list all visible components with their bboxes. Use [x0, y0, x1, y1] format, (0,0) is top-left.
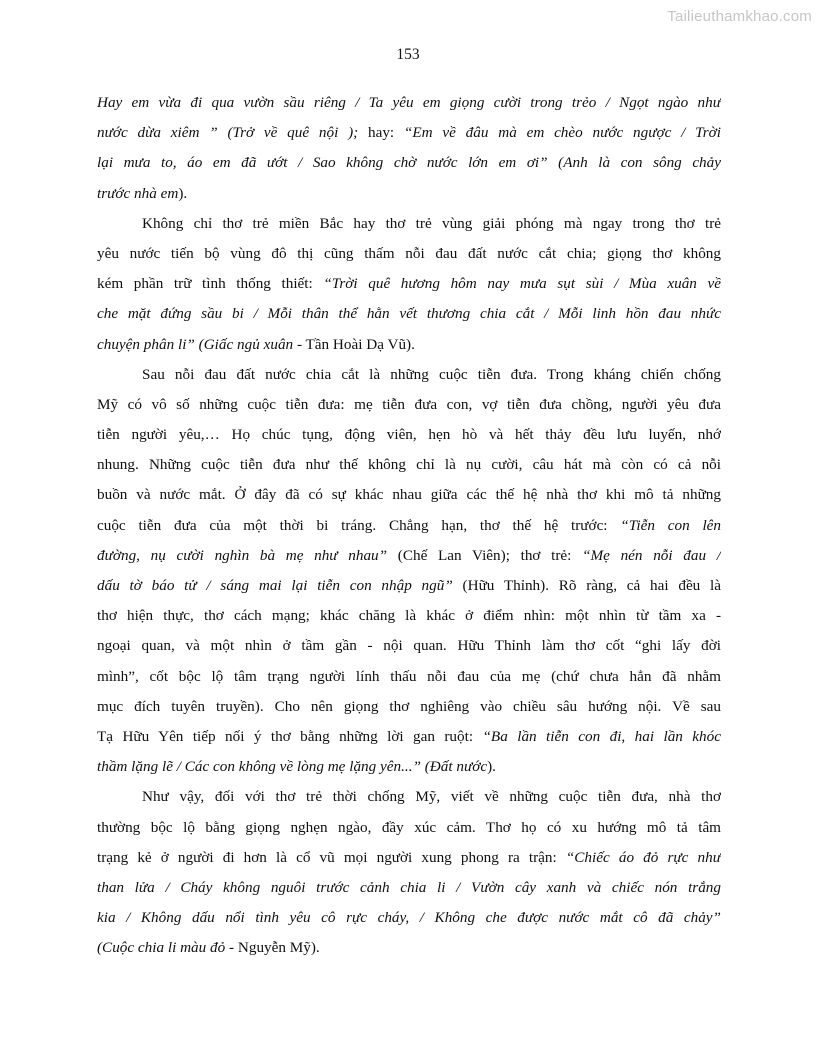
text-segment: thầm lặng lẽ / Các con không về lòng mẹ lặng yên...” (Đất nước: [97, 758, 488, 776]
text-segment: chuyện phân li” (Giấc ngủ xuân: [97, 335, 294, 353]
text-line: [97, 601, 721, 631]
text-segment: thơ hiện thực, thơ cách mạng; khác chăng là khác ở điểm nhìn: một nhìn từ tầm xa -: [97, 607, 721, 625]
text-segment: Mỹ có vô số những cuộc tiễn đưa: mẹ tiễn đưa con, vợ tiễn đưa chồng, người yêu đưa: [97, 395, 721, 413]
text-segment: - Tần Hoài Dạ Vũ).: [293, 335, 415, 353]
text-line: [97, 511, 721, 541]
text-line: [97, 571, 721, 601]
text-segment: kia / Không dấu nổi tình yêu cô rực cháy, / Không che được nước mắt cô đã chảy”: [97, 909, 721, 927]
text-segment: “Ba lần tiễn con đi, hai lần khóc: [482, 727, 721, 745]
text-line: [97, 662, 721, 692]
text-line: [97, 299, 721, 329]
text-line: [97, 450, 721, 480]
text-line: [97, 239, 721, 269]
text-segment: “Tiễn con lên: [620, 516, 721, 534]
text-segment: (Cuộc chia li màu đỏ: [97, 939, 226, 957]
text-segment: “Em về đâu mà em chèo nước ngược / Trời: [403, 124, 721, 142]
text-line: [97, 933, 721, 963]
text-segment: nhung. Những cuộc tiễn đưa như thế không chỉ là nụ cười, câu hát mà còn có cả nỗi: [97, 456, 721, 474]
paragraph: [97, 360, 721, 783]
site-watermark: Tailieuthamkhao.com: [667, 8, 812, 25]
text-line: [97, 480, 721, 510]
text-segment: Hay em vừa đi qua vườn sầu riêng / Ta yêu em giọng cười trong trẻo / Ngọt ngào như: [97, 94, 721, 111]
text-line: [97, 722, 721, 752]
text-segment: tiễn người yêu,… Họ chúc tụng, động viên, hẹn hò và hết thảy đều lưu luyến, nhớ: [97, 426, 721, 444]
text-segment: - Nguyễn Mỹ).: [225, 939, 320, 957]
paragraph: [97, 782, 721, 963]
page-number: 153: [396, 46, 420, 63]
text-segment: ).: [178, 184, 188, 202]
paragraph: [97, 88, 721, 209]
text-segment: cuộc tiễn đưa của một thời bi tráng. Chẳng hạn, thơ thế hệ trước:: [97, 516, 621, 534]
text-segment: Không chỉ thơ trẻ miền Bắc hay thơ trẻ vùng giải phóng mà ngay trong thơ trẻ: [142, 214, 721, 232]
paragraph: [97, 209, 721, 360]
text-line: [97, 88, 721, 118]
text-line: [97, 420, 721, 450]
text-segment: than lửa / Cháy không nguôi trước cảnh chia li / Vườn cây xanh và chiếc nón trắng: [97, 878, 721, 896]
text-line: [97, 360, 721, 390]
text-segment: (Hữu Thỉnh). Rõ ràng, cả hai đều là: [452, 577, 721, 594]
text-line: [97, 903, 721, 933]
text-segment: “Chiếc áo đỏ rực như: [565, 848, 721, 866]
text-line: [97, 782, 721, 812]
text-line: [97, 813, 721, 843]
text-segment: yêu nước tiến bộ vùng đô thị cũng thấm nỗi đau đất nước cắt chia; giọng thơ không: [97, 244, 721, 262]
text-line: [97, 209, 721, 239]
text-segment: Tạ Hữu Yên tiếp nối ý thơ bằng những lời gan ruột:: [97, 727, 483, 745]
text-line: [97, 873, 721, 903]
text-segment: dấu tờ báo tử / sáng mai lại tiễn con nhập ngũ”: [97, 577, 453, 594]
text-segment: “Mẹ nén nỗi đau /: [582, 546, 721, 564]
text-segment: ngoại quan, và một nhìn ở tầm gần - nội quan. Hữu Thỉnh làm thơ cốt “ghi lấy đời: [97, 637, 721, 655]
text-segment: trước nhà em: [97, 184, 179, 202]
text-segment: đường, nụ cười nghìn bà mẹ như nhau”: [97, 546, 388, 564]
text-segment: “Trời quê hương hôm nay mưa sụt sùi / Mùa xuân về: [323, 275, 721, 293]
text-segment: lại mưa to, áo em đã ướt / Sao không chờ nước lớn em ơi” (Anh là con sông chảy: [97, 154, 721, 172]
text-line: [97, 330, 721, 360]
text-line: [97, 541, 721, 571]
text-segment: mình”, cốt bộc lộ tâm trạng người lính thấu nỗi đau của mẹ (chứ chưa hẳn đã nhằm: [97, 667, 721, 685]
text-segment: che mặt đứng sầu bi / Mỗi thân thể hằn vết thương chia cắt / Mỗi linh hồn đau nhức: [97, 305, 721, 323]
text-line: [97, 631, 721, 661]
text-line: [97, 118, 721, 148]
text-segment: mục đích tuyên truyền). Cho nên giọng thơ nghiêng vào chiều sâu hướng nội. Về sau: [97, 697, 721, 715]
document-body: [97, 88, 721, 963]
text-segment: nước dừa xiêm ” (Trở về quê nội );: [97, 124, 359, 142]
text-segment: trạng kẻ ở người đi hơn là cổ vũ mọi người xung phong ra trận:: [97, 848, 566, 866]
text-segment: kém phần trữ tình thống thiết:: [97, 275, 324, 293]
text-line: [97, 179, 721, 209]
text-segment: hay:: [358, 124, 404, 142]
text-segment: buồn và nước mắt. Ở đây đã có sự khác nhau giữa các thế hệ nhà thơ khi mô tả những: [97, 486, 721, 504]
text-segment: ).: [487, 758, 496, 776]
text-segment: Sau nỗi đau đất nước chia cắt là những cuộc tiễn đưa. Trong kháng chiến chống: [142, 365, 721, 383]
text-line: [97, 148, 721, 178]
text-line: [97, 752, 721, 782]
text-line: [97, 692, 721, 722]
text-segment: (Chế Lan Viên); thơ trẻ:: [387, 546, 583, 564]
text-segment: Như vậy, đối với thơ trẻ thời chống Mỹ, viết về những cuộc tiễn đưa, nhà thơ: [142, 788, 721, 806]
text-line: [97, 843, 721, 873]
text-segment: thường bộc lộ bằng giọng nghẹn ngào, đầy xúc cảm. Thơ họ có xu hướng mô tả tâm: [97, 818, 721, 836]
text-line: [97, 269, 721, 299]
text-line: [97, 390, 721, 420]
